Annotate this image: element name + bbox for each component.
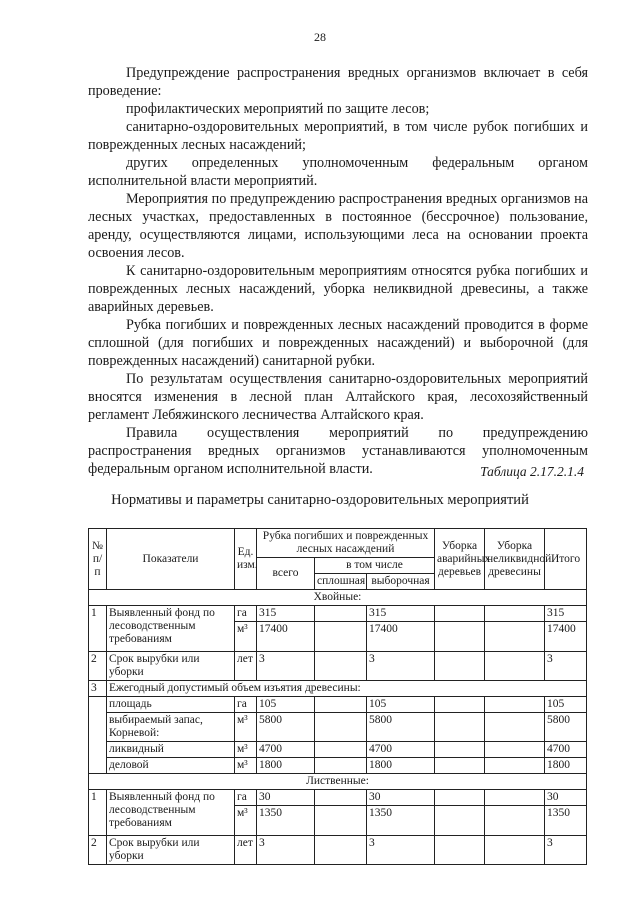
paragraph: других определенных уполномоченным федеральным органом исполнительной власти мероприятий. [88, 155, 588, 189]
paragraph: санитарно-оздоровительных мероприятий, в том числе рубок погибших и поврежденных лесных насаждений; [88, 119, 588, 153]
cell: 30 [257, 790, 315, 806]
cell: 17400 [545, 622, 587, 652]
cell: 5800 [257, 713, 315, 742]
cell: Срок вырубки или уборки [107, 836, 235, 865]
cell [435, 622, 485, 652]
cell: га [235, 606, 257, 622]
cell [485, 758, 545, 774]
table-reference: Таблица 2.17.2.1.4 [480, 464, 584, 479]
cell: 3 [257, 652, 315, 681]
body-text [88, 64, 588, 478]
col-num-header: № п/п [89, 529, 107, 590]
col-felling-total-header: всего [257, 558, 315, 590]
cell: га [235, 790, 257, 806]
cell [435, 713, 485, 742]
cell [485, 836, 545, 865]
cell: 4700 [367, 742, 435, 758]
cell: Ежегодный допустимый объем изъятия древесины: [107, 681, 587, 697]
cell [315, 697, 367, 713]
cell: м³ [235, 806, 257, 836]
section-deciduous: Лиственные: [89, 774, 587, 790]
cell: 1350 [367, 806, 435, 836]
cell: лет [235, 652, 257, 681]
cell: площадь [107, 697, 235, 713]
cell [485, 742, 545, 758]
cell: м³ [235, 713, 257, 742]
col-unit-header: Ед. изм. [235, 529, 257, 590]
table-row [89, 697, 587, 713]
cell: 30 [545, 790, 587, 806]
paragraph: Мероприятия по предупреждению распространения вредных организмов на лесных участках, предоставленных в постоянное (бессрочное) пользование, аренду, осуществляются лицами, использующими леса на основании проекта освоения лесов. [88, 191, 588, 261]
cell: 3 [545, 652, 587, 681]
cell: 17400 [257, 622, 315, 652]
col-selective-header: выборочная [367, 574, 435, 590]
cell [315, 742, 367, 758]
cell [435, 742, 485, 758]
cell: 5800 [545, 713, 587, 742]
cell [315, 836, 367, 865]
cell: 1800 [367, 758, 435, 774]
cell: 17400 [367, 622, 435, 652]
cell [315, 606, 367, 622]
cell [435, 790, 485, 806]
section-row [89, 774, 587, 790]
cell: 1800 [257, 758, 315, 774]
table-row [89, 758, 587, 774]
cell: 1350 [257, 806, 315, 836]
cell: 315 [367, 606, 435, 622]
cell [485, 622, 545, 652]
paragraph: Рубка погибших и поврежденных лесных насаждений проводится в форме сплошной (для погибших и поврежденных насаждений) и выборочной (для поврежденных насаждений) санитарной рубки. [88, 317, 588, 369]
cell: 3 [367, 652, 435, 681]
cell: ликвидный [107, 742, 235, 758]
cell: 2 [89, 652, 107, 681]
col-emergency-header: Уборка аварийных деревьев [435, 529, 485, 590]
cell: 105 [257, 697, 315, 713]
cell: лет [235, 836, 257, 865]
paragraph: профилактических мероприятий по защите лесов; [126, 101, 430, 117]
page-number: 28 [314, 30, 326, 44]
col-total-header: Итого [545, 529, 587, 590]
cell [435, 697, 485, 713]
cell: 1 [89, 606, 107, 652]
cell: 3 [257, 836, 315, 865]
cell [315, 713, 367, 742]
cell [485, 652, 545, 681]
table-header-row [89, 529, 587, 558]
cell: Срок вырубки или уборки [107, 652, 235, 681]
col-felling-header: Рубка погибших и поврежденных лесных насаждений [257, 529, 435, 558]
table-row [89, 836, 587, 865]
cell [435, 652, 485, 681]
cell [485, 697, 545, 713]
cell: 105 [367, 697, 435, 713]
cell [485, 713, 545, 742]
cell: 1800 [545, 758, 587, 774]
col-illiquid-header: Уборка неликвидной древесины [485, 529, 545, 590]
cell: деловой [107, 758, 235, 774]
cell [435, 836, 485, 865]
paragraph: Предупреждение распространения вредных организмов включает в себя проведение: [88, 65, 588, 99]
cell [435, 758, 485, 774]
cell: 4700 [545, 742, 587, 758]
cell: выбираемый запас, Корневой: [107, 713, 235, 742]
paragraph: К санитарно-оздоровительным мероприятиям относятся рубка погибших и поврежденных лесных насаждений, уборка неликвидной древесины, а также аварийных деревьев. [88, 263, 588, 315]
cell: Выявленный фонд по лесоводственным требованиям [107, 790, 235, 836]
cell: 1 [89, 790, 107, 836]
cell: 1350 [545, 806, 587, 836]
cell [315, 806, 367, 836]
cell [315, 622, 367, 652]
cell: 5800 [367, 713, 435, 742]
cell: м³ [235, 758, 257, 774]
paragraph: Правила осуществления мероприятий по предупреждению распространения вредных организмов устанавливаются уполномоченным федеральным органом исполнительной власти. [88, 425, 588, 477]
cell: 2 [89, 836, 107, 865]
cell [485, 606, 545, 622]
norms-table [88, 528, 587, 865]
cell [315, 652, 367, 681]
col-indicator-header: Показатели [107, 529, 235, 590]
table-row [89, 790, 587, 806]
cell: 315 [257, 606, 315, 622]
table-title: Нормативы и параметры санитарно-оздоровительных мероприятий [111, 492, 529, 508]
table-row [89, 713, 587, 742]
cell [485, 790, 545, 806]
cell: 3 [89, 681, 107, 697]
col-including-header: в том числе [315, 558, 435, 574]
cell: 3 [545, 836, 587, 865]
cell [485, 806, 545, 836]
table-row [89, 606, 587, 622]
cell: 105 [545, 697, 587, 713]
cell: га [235, 697, 257, 713]
cell [435, 806, 485, 836]
cell [89, 697, 107, 774]
col-clear-header: сплошная [315, 574, 367, 590]
cell: м³ [235, 622, 257, 652]
table-row [89, 652, 587, 681]
cell [435, 606, 485, 622]
cell: 3 [367, 836, 435, 865]
cell [315, 790, 367, 806]
cell [315, 758, 367, 774]
table-row [89, 681, 587, 697]
section-row [89, 590, 587, 606]
cell: 315 [545, 606, 587, 622]
section-conifers: Хвойные: [89, 590, 587, 606]
cell: м³ [235, 742, 257, 758]
cell: 4700 [257, 742, 315, 758]
cell: 30 [367, 790, 435, 806]
cell: Выявленный фонд по лесоводственным требованиям [107, 606, 235, 652]
table-row [89, 742, 587, 758]
paragraph: По результатам осуществления санитарно-оздоровительных мероприятий вносятся изменения в лесной план Алтайского края, лесохозяйственный регламент Лебяжинского лесничества Алтайского края. [88, 371, 588, 423]
